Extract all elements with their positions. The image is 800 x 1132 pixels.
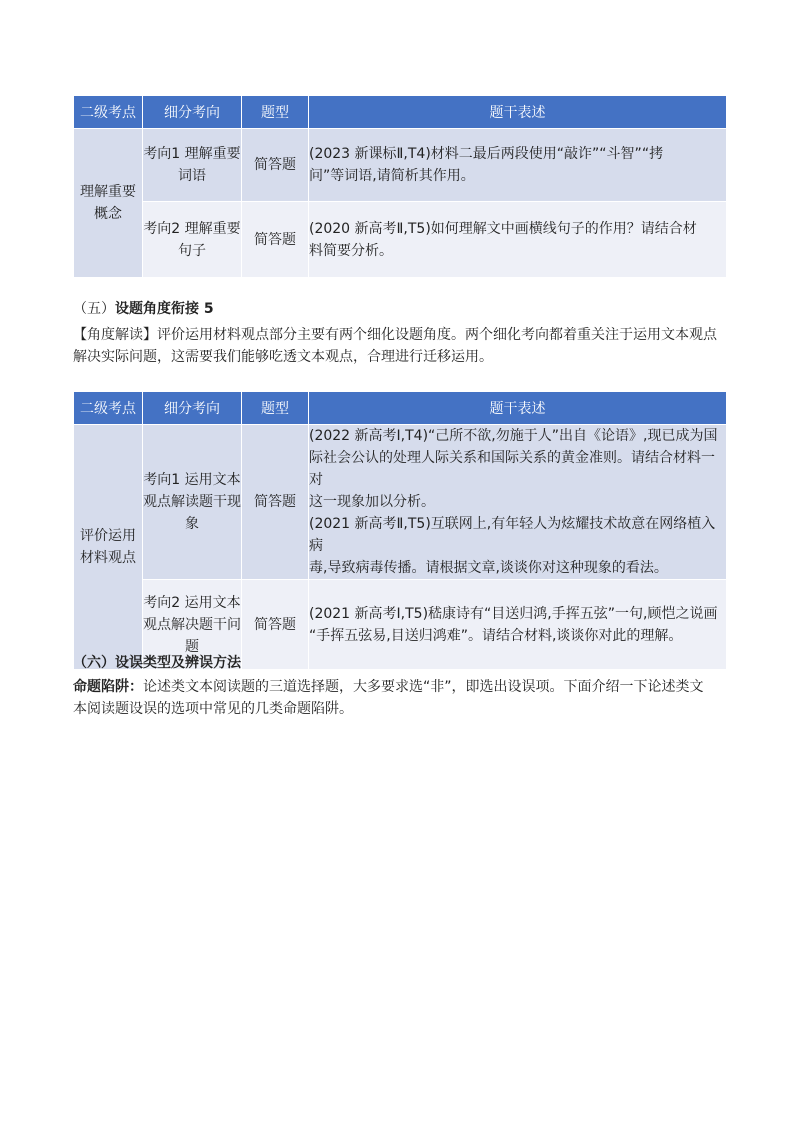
paragraph-text: 评价运用材料观点部分主要有两个细化设题角度。两个细化考向都着重关注于运用文本观点 <box>157 327 717 343</box>
paragraph-text: 解决实际问题，这需要我们能够吃透文本观点，合理进行迁移运用。 <box>73 349 493 365</box>
section-heading-text: 设误类型及辨误方法 <box>115 655 241 671</box>
stem-line: 问”等词语,请简析其作用。 <box>309 168 475 184</box>
section-heading-text: 设题角度衔接 5 <box>115 301 214 317</box>
header-cell: 题型 <box>242 392 309 425</box>
stem-line: (2021 新高考Ⅱ,T5)互联网上,有年轻人为炫耀技术故意在网络植入病 <box>309 516 716 554</box>
stem-line: 这一现象加以分析。 <box>309 494 435 510</box>
direction-cell: 考向2 运用文本观点解决题干问题 <box>143 580 242 670</box>
table-row <box>74 425 727 580</box>
table-evaluate-views <box>73 391 727 670</box>
header-cell: 题型 <box>242 96 309 129</box>
table-header-row <box>74 96 727 129</box>
table-row <box>74 129 727 202</box>
stem-cell <box>309 129 727 202</box>
category-cell: 理解重要概念 <box>74 129 143 278</box>
header-cell: 题干表述 <box>309 392 727 425</box>
section-heading-prefix: （六） <box>73 655 115 671</box>
stem-line: (2021 新高考Ⅰ,T5)嵇康诗有“目送归鸿,手挥五弦”一句,顾恺之说画 <box>309 605 718 622</box>
section-heading-prefix: （五） <box>73 301 115 317</box>
header-cell: 细分考向 <box>143 392 242 425</box>
section-paragraph <box>73 324 733 368</box>
stem-line: 毒,导致病毒传播。请根据文章,谈谈你对这种现象的看法。 <box>309 560 668 576</box>
direction-cell: 考向1 理解重要词语 <box>143 129 242 202</box>
type-cell: 简答题 <box>242 202 309 278</box>
table-understand-concepts <box>73 95 727 278</box>
type-cell: 简答题 <box>242 425 309 580</box>
section-paragraph <box>73 676 733 720</box>
stem-line: (2023 新课标Ⅱ,T4)材料二最后两段使用“敲诈”“斗智”“拷 <box>309 146 664 162</box>
stem-line: 际社会公认的处理人际关系和国际关系的黄金准则。请结合材料一对 <box>309 450 715 488</box>
stem-cell <box>309 202 727 278</box>
category-cell: 评价运用材料观点 <box>74 425 143 670</box>
header-cell: 二级考点 <box>74 96 143 129</box>
table-row <box>74 202 727 278</box>
paragraph-text: 本阅读题设误的选项中常见的几类命题陷阱。 <box>73 701 353 717</box>
header-cell: 细分考向 <box>143 96 242 129</box>
stem-line: “手挥五弦易,目送归鸿难”。请结合材料,谈谈你对此的理解。 <box>309 627 683 644</box>
stem-line: 料简要分析。 <box>309 242 393 259</box>
direction-cell: 考向1 运用文本观点解读题干现象 <box>143 425 242 580</box>
header-cell: 题干表述 <box>309 96 727 129</box>
paragraph-text: 论述类文本阅读题的三道选择题，大多要求选“非”，即选出设误项。下面介绍一下论述类文 <box>143 679 704 695</box>
header-cell: 二级考点 <box>74 392 143 425</box>
section-heading <box>73 652 733 674</box>
paragraph-label: 命题陷阱： <box>73 679 143 695</box>
type-cell: 简答题 <box>242 580 309 670</box>
stem-line: (2020 新高考Ⅱ,T5)如何理解文中画横线句子的作用？请结合材 <box>309 220 697 237</box>
stem-line: (2022 新高考Ⅰ,T4)“己所不欲,勿施于人”出自《论语》,现已成为国 <box>309 428 718 444</box>
direction-cell: 考向2 理解重要句子 <box>143 202 242 278</box>
paragraph-label: 【角度解读】 <box>73 327 157 343</box>
table-header-row <box>74 392 727 425</box>
type-cell: 简答题 <box>242 129 309 202</box>
section-heading <box>73 298 733 320</box>
stem-cell <box>309 425 727 580</box>
